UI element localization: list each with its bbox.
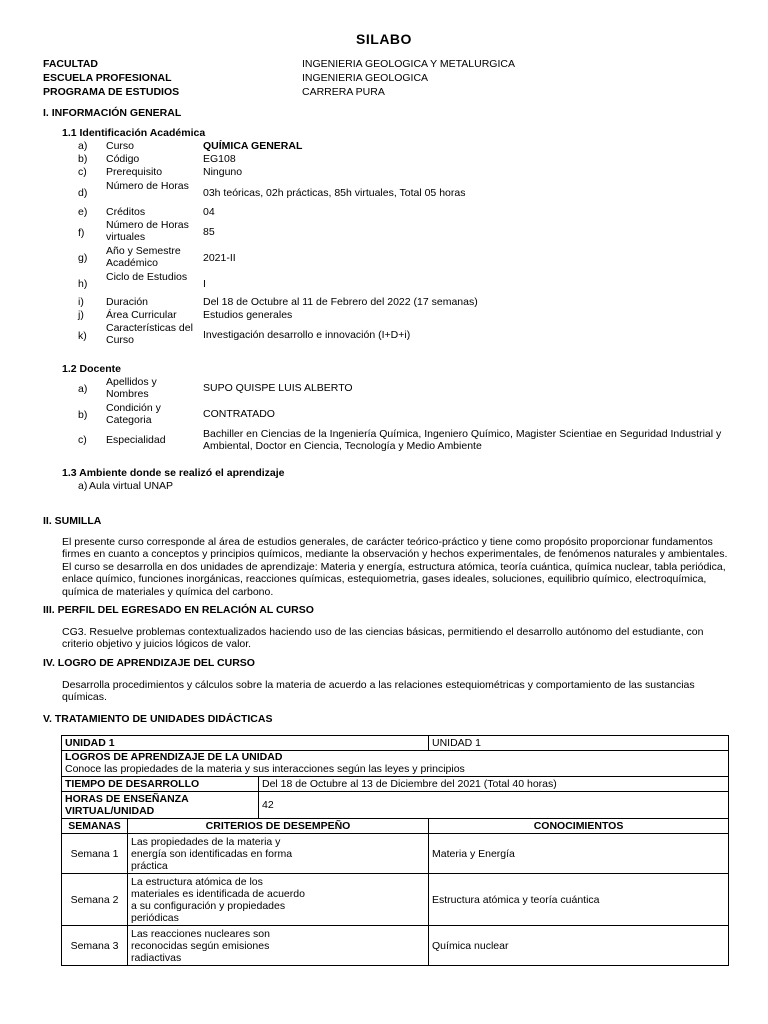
section-heading-didactic-units: V. TRATAMIENTO DE UNIDADES DIDÁCTICAS bbox=[43, 713, 273, 725]
item-value: SUPO QUISPE LUIS ALBERTO bbox=[203, 382, 353, 394]
hours-row bbox=[62, 792, 729, 819]
item-name: Número de Horas bbox=[106, 180, 189, 192]
item-letter: d) bbox=[78, 187, 88, 199]
item-letter: i) bbox=[78, 296, 84, 308]
item-letter: c) bbox=[78, 166, 87, 178]
item-letter: k) bbox=[78, 330, 87, 342]
item-name: Ciclo de Estudios bbox=[106, 271, 188, 283]
logros-text: Conoce las propiedades de la materia y sus interacciones según las leyes y principios bbox=[65, 762, 465, 775]
col-header-criteria: CRITERIOS DE DESEMPEÑO bbox=[128, 819, 429, 834]
item-name: Prerequisito bbox=[106, 166, 163, 178]
header-row-faculty bbox=[43, 57, 743, 71]
item-letter: g) bbox=[78, 252, 88, 264]
item-name: Número de Horas virtuales bbox=[106, 219, 189, 243]
header-key: FACULTAD bbox=[43, 58, 99, 70]
knowledge-cell: Química nuclear bbox=[429, 926, 729, 966]
document-title: SILABO bbox=[356, 31, 412, 47]
time-value: Del 18 de Octubre al 13 de Diciembre del 2021 (Total 40 horas) bbox=[259, 777, 729, 792]
knowledge-cell: Materia y Energía bbox=[429, 834, 729, 874]
item-value: Estudios generales bbox=[203, 309, 293, 321]
week-cell: Semana 3 bbox=[62, 926, 128, 966]
unit-value: UNIDAD 1 bbox=[429, 736, 729, 751]
item-name: Apellidos y Nombres bbox=[106, 376, 157, 400]
item-name: Créditos bbox=[106, 206, 146, 218]
week-cell: Semana 1 bbox=[62, 834, 128, 874]
item-name: Especialidad bbox=[106, 434, 166, 446]
item-name: Área Curricular bbox=[106, 309, 177, 321]
col-header-knowledge: CONOCIMIENTOS bbox=[429, 819, 729, 834]
criteria-cell: Las propiedades de la materia y energía son identificadas en forma práctica bbox=[128, 834, 429, 874]
item-letter: h) bbox=[78, 278, 88, 290]
subheading-teacher: 1.2 Docente bbox=[62, 363, 121, 375]
criteria-cell: La estructura atómica de los materiales es identificada de acuerdo a su configuración y propiedades periódicas bbox=[128, 874, 429, 926]
item-letter: a) bbox=[78, 383, 88, 395]
logros-row bbox=[62, 751, 729, 777]
item-letter: e) bbox=[78, 206, 88, 218]
unit-label-text: UNIDAD 1 bbox=[65, 737, 115, 749]
item-name: Características del Curso bbox=[106, 322, 193, 346]
header-value: INGENIERIA GEOLOGICA bbox=[302, 72, 429, 84]
unit-table bbox=[61, 735, 729, 966]
subheading-academic-id: 1.1 Identificación Académica bbox=[62, 127, 206, 139]
week-cell: Semana 2 bbox=[62, 874, 128, 926]
graduate-profile-paragraph: CG3. Resuelve problemas contextualizados haciendo uso de las ciencias básicas, permitiendo el desarrollo autónomo del estudiante, con criterio objetivo y juicios lógicos de valor. bbox=[62, 626, 704, 651]
table-row bbox=[62, 926, 729, 966]
knowledge-cell: Estructura atómica y teoría cuántica bbox=[429, 874, 729, 926]
logros-cell bbox=[62, 751, 729, 777]
header-value: CARRERA PURA bbox=[302, 86, 385, 98]
item-value: I bbox=[203, 278, 206, 290]
hours-value: 42 bbox=[259, 792, 729, 819]
criteria-cell: Las reacciones nucleares son reconocidas según emisiones radiactivas bbox=[128, 926, 429, 966]
header-key: ESCUELA PROFESIONAL bbox=[43, 72, 172, 84]
item-letter: a) bbox=[78, 480, 88, 492]
subheading-environment: 1.3 Ambiente donde se realizó el aprendizaje bbox=[62, 467, 285, 479]
table-row bbox=[62, 874, 729, 926]
header-key: PROGRAMA DE ESTUDIOS bbox=[43, 86, 180, 98]
time-row bbox=[62, 777, 729, 792]
item-value: Ninguno bbox=[203, 166, 243, 178]
item-name: Curso bbox=[106, 140, 135, 152]
col-header-weeks: SEMANAS bbox=[62, 819, 128, 834]
item-name: Condición y Categoria bbox=[106, 402, 161, 426]
unit-row bbox=[62, 736, 729, 751]
section-heading-graduate-profile: III. PERFIL DEL EGRESADO EN RELACIÓN AL CURSO bbox=[43, 604, 314, 616]
item-letter: j) bbox=[78, 309, 84, 321]
item-letter: c) bbox=[78, 434, 87, 446]
unit-label bbox=[62, 736, 429, 751]
item-value: QUÍMICA GENERAL bbox=[203, 140, 303, 152]
item-value: 85 bbox=[203, 226, 215, 238]
hours-label: HORAS DE ENSEÑANZA VIRTUAL/UNIDAD bbox=[62, 792, 259, 819]
table-row bbox=[62, 834, 729, 874]
time-label: TIEMPO DE DESARROLLO bbox=[62, 777, 259, 792]
item-value: 03h teóricas, 02h prácticas, 85h virtuales, Total 05 horas bbox=[203, 187, 466, 199]
item-name: Código bbox=[106, 153, 140, 165]
item-value: 2021-II bbox=[203, 252, 236, 264]
item-value: Bachiller en Ciencias de la Ingeniería Química, Ingeniero Químico, Magister Scientiae en Seguridad Industrial y Ambiental, Doctor en Ciencia, Tecnología y Medio Ambiente bbox=[203, 428, 722, 452]
section-heading-general-info: I. INFORMACIÓN GENERAL bbox=[43, 107, 182, 119]
item-letter: b) bbox=[78, 409, 88, 421]
item-value: Investigación desarrollo e innovación (I+D+i) bbox=[203, 329, 411, 341]
item-value: Del 18 de Octubre al 11 de Febrero del 2022 (17 semanas) bbox=[203, 296, 478, 308]
course-achievement-paragraph: Desarrolla procedimientos y cálculos sobre la materia de acuerdo a las relaciones estequiométricas y comportamiento de las sustancias químicas. bbox=[62, 679, 695, 704]
item-letter: a) bbox=[78, 140, 88, 152]
header-row-program bbox=[43, 85, 743, 99]
item-letter: f) bbox=[78, 227, 85, 239]
summary-paragraph: El presente curso corresponde al área de estudios generales, de carácter teórico-práctico y tiene como propósito proporcionar fundamentos firmes en cuanto a conceptos y principios químicos, mediante la observación y hechos experimentales, de fenómenos naturales y ambientales. El curso se desarrolla en dos unidades de aprendizaje: Materia y energía, estructura atómica, teoría cuántica, química nuclear, tabla periódica, enlace químico, funciones inorgánicas, reacciones químicas, estequiometria, gases ideales, soluciones, equilibrio químico, electroquímica, química de materiales y química del carbono. bbox=[62, 536, 728, 598]
header-value: INGENIERIA GEOLOGICA Y METALURGICA bbox=[302, 58, 515, 70]
item-name: Duración bbox=[106, 296, 149, 308]
logros-label: LOGROS DE APRENDIZAJE DE LA UNIDAD bbox=[65, 751, 283, 763]
column-header-row bbox=[62, 819, 729, 834]
environment-value: Aula virtual UNAP bbox=[89, 480, 174, 492]
header-row-school bbox=[43, 71, 743, 85]
item-name: Año y Semestre Académico bbox=[106, 245, 181, 269]
section-heading-course-achievement: IV. LOGRO DE APRENDIZAJE DEL CURSO bbox=[43, 657, 255, 669]
item-value: CONTRATADO bbox=[203, 408, 275, 420]
section-heading-summary: II. SUMILLA bbox=[43, 515, 102, 527]
header-block bbox=[43, 57, 743, 99]
item-letter: b) bbox=[78, 153, 88, 165]
item-value: EG108 bbox=[203, 153, 236, 165]
item-value: 04 bbox=[203, 206, 215, 218]
